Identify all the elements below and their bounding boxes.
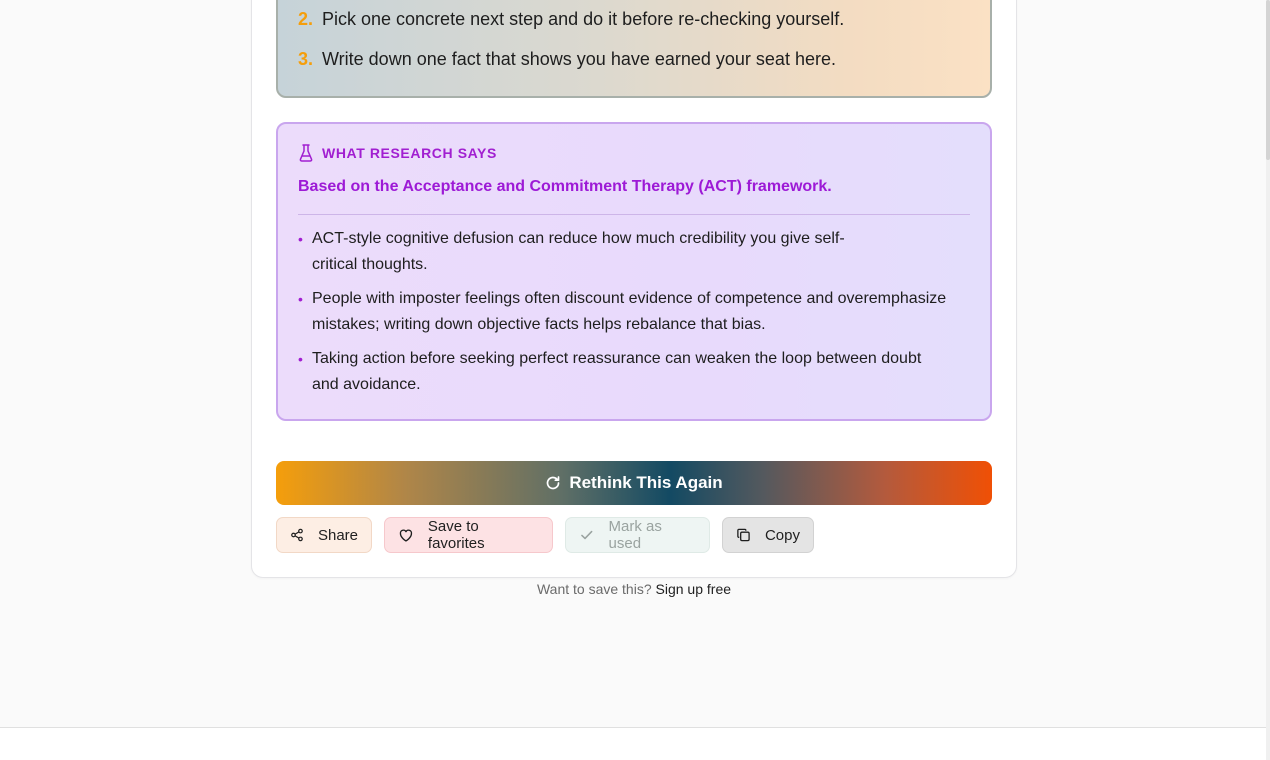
bullet-text: People with imposter feelings often discount evidence of competence and overemphasize mistakes; writing down objective facts helps rebalance that bias. [312,290,947,333]
bullet-text: ACT-style cognitive defusion can reduce how much credibility you give self-critical thoughts. [312,230,845,273]
copy-icon [736,527,751,543]
signup-prompt [0,581,1268,597]
rethink-button[interactable] [276,461,992,505]
flask-icon [298,144,314,162]
check-icon [579,527,595,543]
save-label: Save to favorites [427,518,485,552]
research-subtitle: Based on the Acceptance and Commitment Therapy (ACT) framework. [298,178,832,195]
bullet-dot: • [298,351,303,367]
mark-as-used-button[interactable] [565,517,710,553]
heart-icon [398,527,414,543]
step-number: 2. [298,9,314,29]
step-number: 3. [298,49,314,69]
share-button[interactable] [276,517,372,553]
step-text: Write down one fact that shows you have earned your seat here. [322,49,836,69]
share-icon [290,527,304,543]
copy-button[interactable] [722,517,814,553]
scrollbar-thumb[interactable] [1266,0,1270,160]
step-text: Pick one concrete next step and do it before re-checking yourself. [322,9,845,29]
refresh-icon [545,475,561,491]
bullet-dot: • [298,231,303,247]
research-bullet [298,346,952,398]
bullet-text: Taking action before seeking perfect reassurance can weaken the loop between doubt and avoidance. [312,350,922,393]
share-label: Share [317,526,358,544]
research-heading-text: WHAT RESEARCH SAYS [322,145,497,161]
research-heading [298,144,497,162]
step-item [298,49,836,70]
signup-link[interactable]: Sign up free [655,581,732,597]
bullet-dot: • [298,291,303,307]
research-bullet [298,286,972,338]
rethink-label: Rethink This Again [569,473,723,492]
footer [0,728,1268,760]
signup-text: Want to save this? [536,581,652,597]
copy-label: Copy [764,526,800,544]
save-to-favorites-button[interactable] [384,517,553,553]
research-bullet [298,226,872,278]
divider [298,214,970,215]
mark-used-label: Mark as used [608,518,662,552]
step-item [298,9,844,30]
